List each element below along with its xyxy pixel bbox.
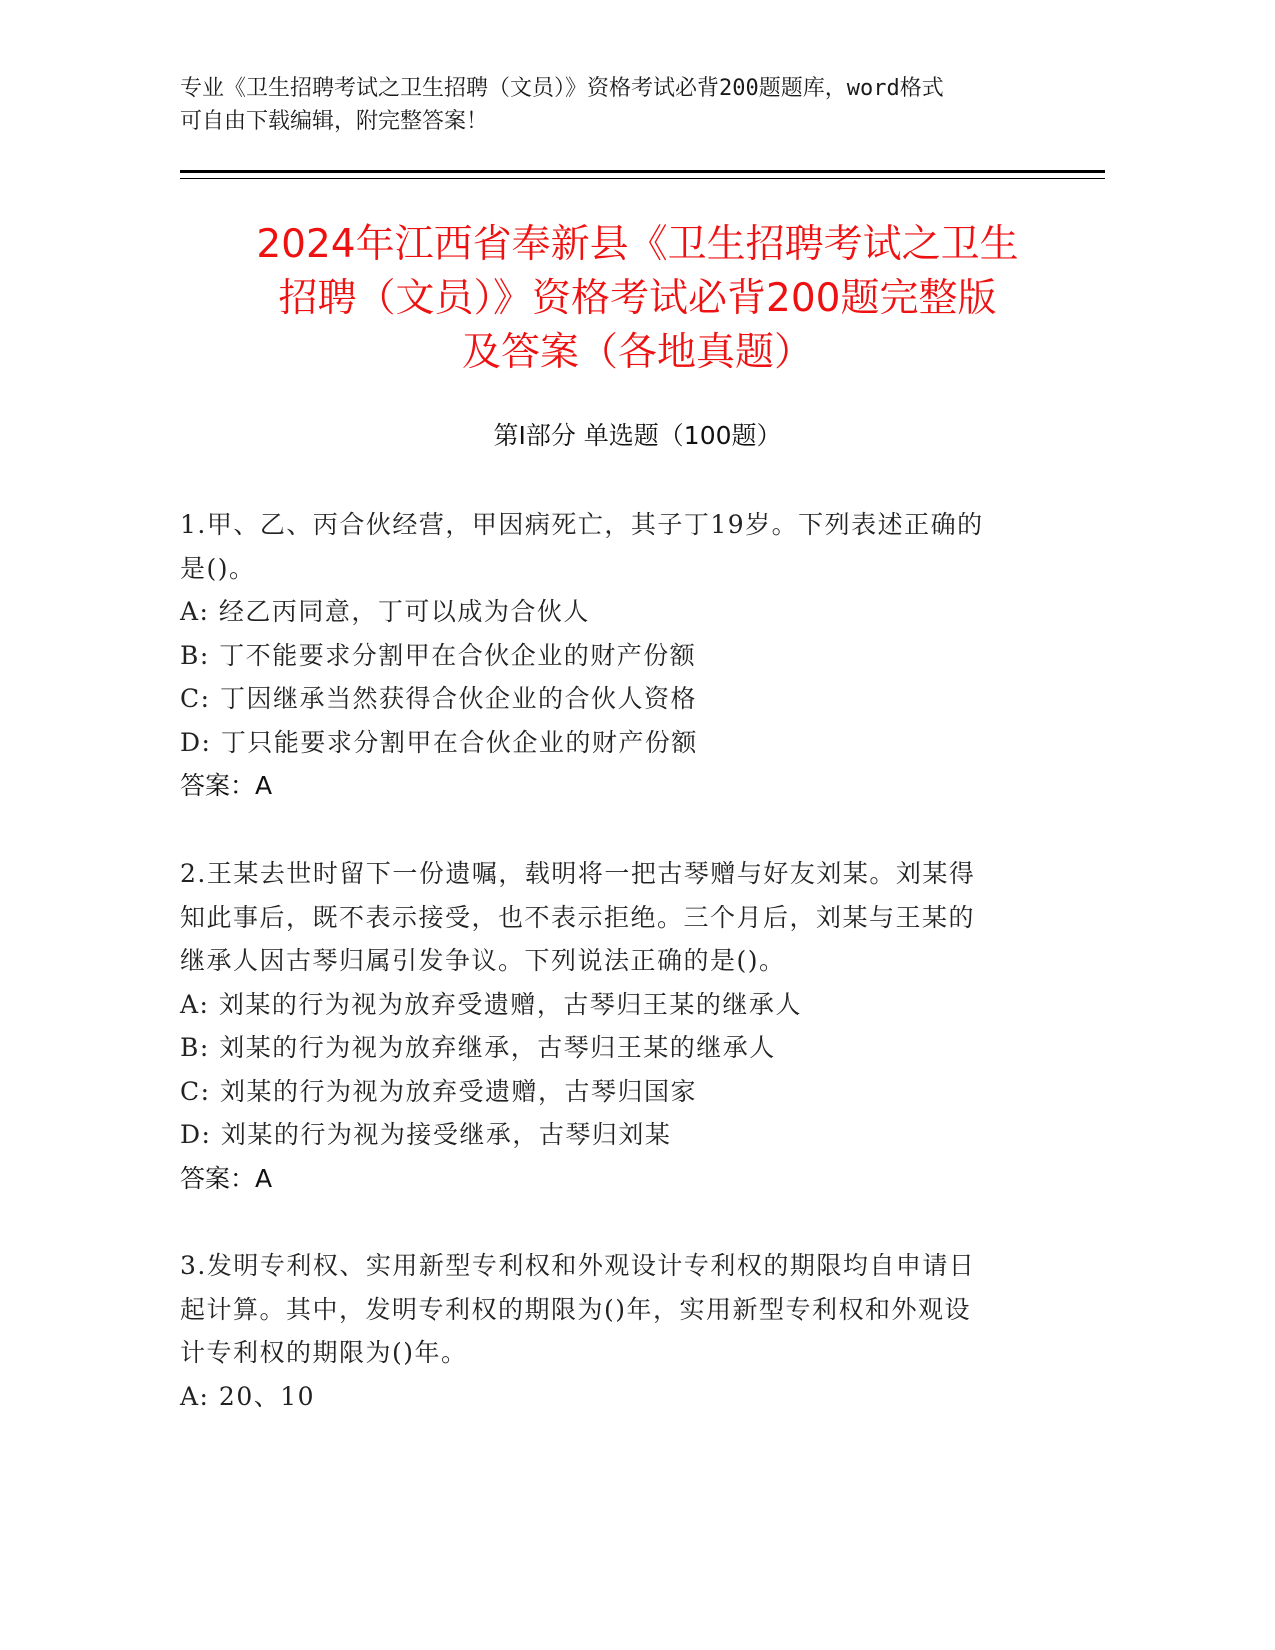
option-a: A: 经乙丙同意，丁可以成为合伙人 <box>180 597 590 626</box>
title-line: 及答案（各地真题） <box>461 330 813 375</box>
document-title <box>150 218 1125 380</box>
option-c: C: 刘某的行为视为放弃受遗赠，古琴归国家 <box>180 1076 697 1106</box>
header-rule-thick <box>180 170 1105 173</box>
title-line: 招聘（文员）》资格考试必背200题完整版 <box>278 276 997 321</box>
question-stem-line: 1.甲、乙、丙合伙经营，甲因病死亡，其子丁19岁。下列表述正确的 <box>180 510 984 539</box>
option-c: C: 丁因继承当然获得合伙企业的合伙人资格 <box>180 684 697 713</box>
question-3 <box>180 1244 1080 1418</box>
option-d: D: 丁只能要求分割甲在合伙企业的财产份额 <box>180 727 698 757</box>
question-stem-line: 2.王某去世时留下一份遗嘱，载明将一把古琴赠与好友刘某。刘某得 <box>180 859 976 888</box>
header-rule-thin <box>180 178 1105 179</box>
header-line: 可自由下载编辑，附完整答案！ <box>180 109 489 134</box>
option-d: D: 刘某的行为视为接受继承，古琴归刘某 <box>180 1120 672 1149</box>
answer: 答案：A <box>180 1163 273 1193</box>
question-stem-line: 3.发明专利权、实用新型专利权和外观设计专利权的期限均自申请日 <box>180 1251 976 1280</box>
question-2 <box>180 852 1080 1200</box>
header-line: 专业《卫生招聘考试之卫生招聘（文员）》资格考试必背200题题库，word格式 <box>180 76 944 101</box>
header-note <box>180 72 1060 138</box>
option-a: A: 20、10 <box>180 1381 316 1411</box>
question-stem-line: 知此事后，既不表示接受，也不表示拒绝。三个月后，刘某与王某的 <box>180 902 976 932</box>
question-stem-line: 起计算。其中，发明专利权的期限为()年，实用新型专利权和外观设 <box>180 1294 972 1324</box>
option-b: B: 刘某的行为视为放弃继承，古琴归王某的继承人 <box>180 1033 776 1062</box>
question-1 <box>180 503 1080 808</box>
question-stem-line: 是()。 <box>180 553 256 583</box>
option-b: B: 丁不能要求分割甲在合伙企业的财产份额 <box>180 640 697 670</box>
question-stem-line: 计专利权的期限为()年。 <box>180 1338 468 1367</box>
question-stem-line: 继承人因古琴归属引发争议。下列说法正确的是()。 <box>180 946 786 975</box>
answer: 答案：A <box>180 771 273 800</box>
section-title: 第Ⅰ部分 单选题（100题） <box>493 421 782 450</box>
title-line: 2024年江西省奉新县《卫生招聘考试之卫生 <box>256 222 1019 267</box>
option-a: A: 刘某的行为视为放弃受遗赠，古琴归王某的继承人 <box>180 989 802 1019</box>
